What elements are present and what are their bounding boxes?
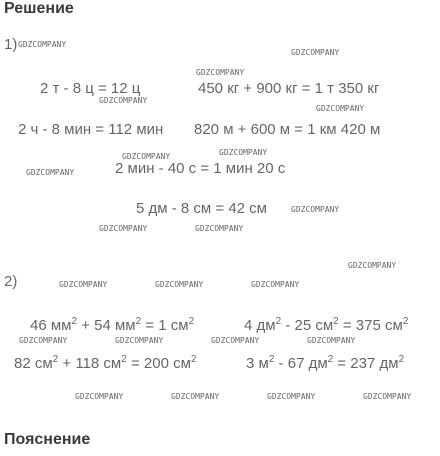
- explanation-title: Пояснение: [4, 431, 91, 448]
- equation-7: 46 $мм^2 + 54$ $мм^2 = 1$ $см^2$: [30, 316, 195, 334]
- watermark: GDZCOMPANY: [211, 336, 260, 345]
- watermark: GDZCOMPANY: [59, 280, 108, 289]
- solution-title: Решение: [4, 0, 74, 17]
- equation-1: 2 т - 8 ц = 12 ц: [40, 80, 141, 97]
- watermark: GDZCOMPANY: [307, 336, 356, 345]
- watermark: GDZCOMPANY: [115, 336, 164, 345]
- part2-marker: 2): [4, 273, 18, 290]
- watermark: GDZCOMPANY: [122, 152, 171, 161]
- watermark: GDZCOMPANY: [219, 148, 268, 157]
- watermark: GDZCOMPANY: [171, 392, 220, 401]
- watermark: GDZCOMPANY: [19, 336, 68, 345]
- watermark: GDZCOMPANY: [316, 104, 365, 113]
- equation-9: 82 $см^2 + 118$ $см^2 = 200$ $см^2$: [14, 354, 197, 372]
- equation-4: 820 м + 600 м = 1 км 420 м: [194, 121, 381, 138]
- equation-2: 450 кг + 900 кг = 1 т 350 кг: [198, 80, 380, 97]
- watermark: GDZCOMPANY: [291, 48, 340, 57]
- equation-5: 2 мин - 40 с = 1 мин 20 с: [115, 160, 286, 177]
- watermark: GDZCOMPANY: [26, 168, 75, 177]
- watermark: GDZCOMPANY: [99, 96, 148, 105]
- watermark: GDZCOMPANY: [75, 392, 124, 401]
- watermark: GDZCOMPANY: [155, 280, 204, 289]
- watermark: GDZCOMPANY: [251, 280, 300, 289]
- watermark: GDZCOMPANY: [195, 224, 244, 233]
- watermark: GDZCOMPANY: [291, 205, 340, 214]
- equation-6: 5 дм - 8 см = 42 см: [136, 200, 267, 217]
- watermark: GDZCOMPANY: [99, 224, 148, 233]
- watermark: GDZCOMPANY: [196, 68, 245, 77]
- part1-marker: 1): [4, 36, 18, 53]
- watermark: GDZCOMPANY: [18, 40, 67, 49]
- equation-3: 2 ч - 8 мин = 112 мин: [18, 121, 164, 138]
- equation-10: 3 $м^2 - 67$ $дм^2 = 237$ $дм^2$: [246, 354, 405, 372]
- watermark: GDZCOMPANY: [348, 261, 397, 270]
- watermark: GDZCOMPANY: [267, 392, 316, 401]
- watermark: GDZCOMPANY: [363, 392, 412, 401]
- equation-8: 4 $дм^2 - 25$ $см^2 = 375$ $см^2$: [244, 316, 409, 334]
